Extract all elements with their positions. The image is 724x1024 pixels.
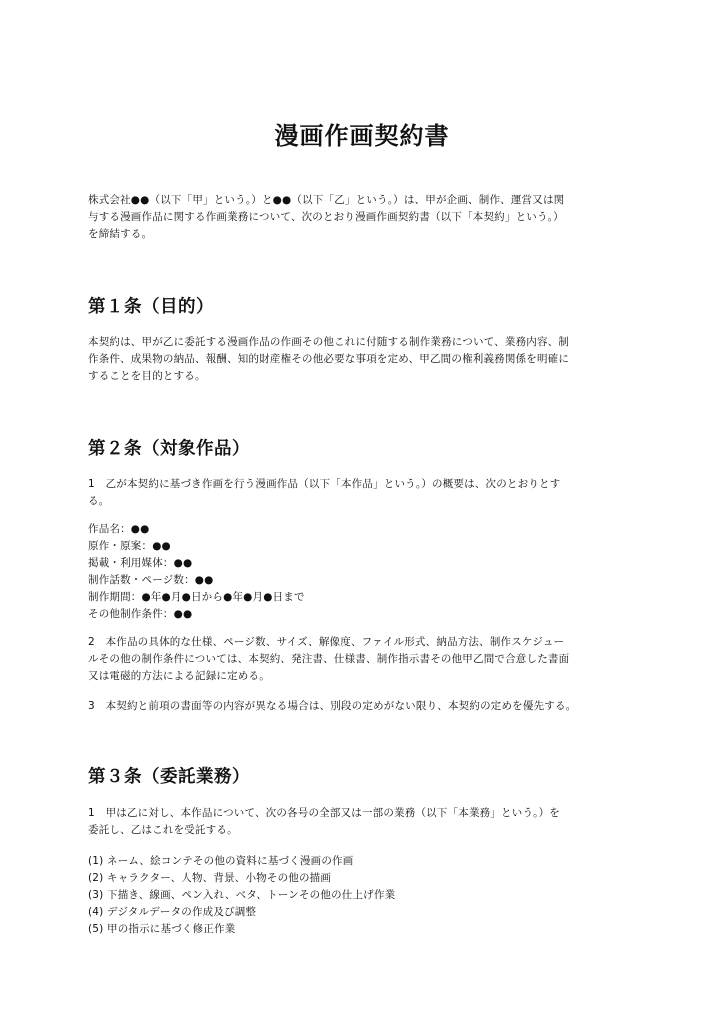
article-2-para-3 (88, 698, 644, 715)
preamble-line: 株式会社●●（以下「甲」という。）と●●（以下「乙」という。）は、甲が企画、制作、運営又は関 (88, 194, 565, 206)
document-title: 漫画作画契約書 (274, 122, 450, 150)
list-item: (3) 下描き、線画、ペン入れ、ベタ、トーンその他の仕上げ作業 (88, 889, 396, 901)
preamble-line: を締結する。 (88, 228, 153, 240)
article-2-para-3-line: 3 本契約と前項の書面等の内容が異なる場合は、別段の定めがない限り、本契約の定めを優先する。 (88, 700, 577, 712)
list-item: 掲載・利用媒体：●● (88, 557, 193, 569)
article-2-para-1 (88, 476, 644, 510)
article-2-para-1-line: る。 (88, 495, 110, 507)
list-item: (1) ネーム、絵コンテその他の資料に基づく漫画の作画 (88, 855, 354, 867)
article-2-para-2-line: ルその他の制作条件については、本契約、発注書、仕様書、制作指示書その他甲乙間で合意した書面 (88, 653, 570, 665)
list-item: (5) 甲の指示に基づく修正作業 (88, 923, 236, 935)
preamble (88, 192, 644, 243)
article-2-heading: 第２条（対象作品） (88, 439, 250, 459)
article-3-para-1-line: 1 甲は乙に対し、本作品について、次の各号の全部又は一部の業務（以下「本業務」という。）を (88, 807, 561, 819)
list-item: 作品名：●● (88, 523, 150, 535)
list-item: 原作・原案：●● (88, 540, 171, 552)
article-2-para-2 (88, 634, 644, 685)
list-item: その他制作条件：●● (88, 608, 193, 620)
article-1-line: することを目的とする。 (88, 370, 206, 382)
article-2-para-2-line: 又は電磁的方法による記録に定める。 (88, 670, 270, 682)
article-1-line: 作条件、成果物の納品、報酬、知的財産権その他必要な事項を定め、甲乙間の権利義務関係を明確に (88, 353, 570, 365)
list-item: 制作話数・ページ数：●● (88, 574, 214, 586)
list-item: 制作期間：●年●月●日から●年●月●日まで (88, 591, 305, 603)
article-3-heading: 第３条（委託業務） (88, 767, 250, 787)
article-1-body (88, 334, 644, 385)
article-3-item-list (88, 853, 644, 938)
article-2-para-2-line: 2 本作品の具体的な仕様、ページ数、サイズ、解像度、ファイル形式、納品方法、制作スケジュー (88, 636, 565, 648)
article-3-para-1-line: 委託し、乙はこれを受託する。 (88, 824, 238, 836)
article-2-item-list (88, 521, 644, 623)
list-item: (2) キャラクター、人物、背景、小物その他の描画 (88, 872, 332, 884)
article-1-heading: 第１条（目的） (88, 297, 214, 317)
article-2-para-1-line: 1 乙が本契約に基づき作画を行う漫画作品（以下「本作品」という。）の概要は、次のとおりとす (88, 478, 561, 490)
article-1-line: 本契約は、甲が乙に委託する漫画作品の作画その他これに付随する制作業務について、業務内容、制 (88, 336, 570, 348)
list-item: (4) デジタルデータの作成及び調整 (88, 906, 257, 918)
preamble-line: 与する漫画作品に関する作画業務について、次のとおり漫画作画契約書（以下「本契約」という。） (88, 211, 564, 223)
article-3-para-1 (88, 805, 644, 839)
